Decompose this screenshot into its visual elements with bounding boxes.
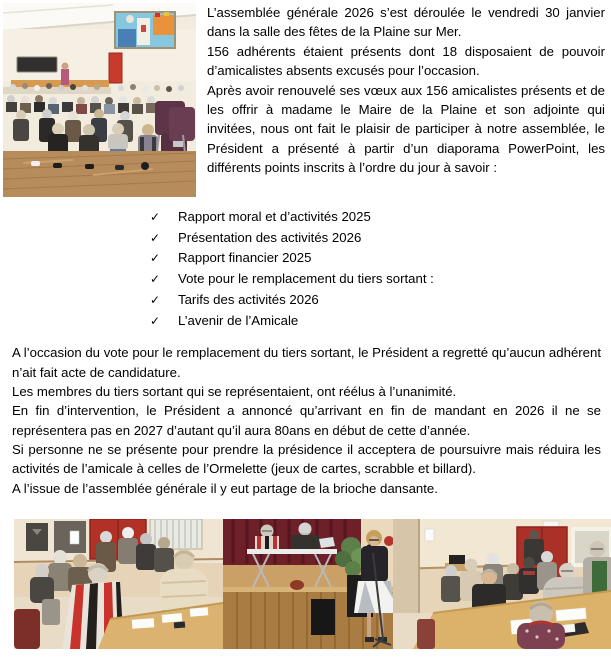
agenda-item-label: Rapport moral et d’activités 2025 [178,209,371,224]
intro-paragraph: L’assemblée générale 2026 s’est déroulée le vendredi 30 janvier dans la salle des fêtes de la Plaine sur Mer. [207,5,605,40]
checkmark-icon: ✓ [150,313,161,328]
body-paragraph: Les membres du tiers sortant qui se représentaient, ont réélus à l’unanimité. [12,383,457,399]
agenda-item [150,269,611,290]
agenda-item-label: Présentation des activités 2026 [178,229,362,245]
checkmark-icon: ✓ [150,251,161,266]
checkmark-icon: ✓ [150,292,161,307]
photo-assembly-audience-art [3,3,196,197]
agenda-item-label: Tarifs des activités 2026 [178,291,319,307]
photo-collage-art [14,519,611,649]
agenda-item [150,290,611,311]
photo-collage-registration-and-stage [14,519,611,649]
intro-paragraph: Après avoir renouvelé ses vœux aux 156 amicalistes présents et de les offrir à madame le Maire de la Plaine et son adjointe qui invitées, nous ont fait le plaisir de participer à notre assemblée, le Président a présenté à partir d’un diaporama PowerPoint, les différents points inscrits à l’ordre du jour à savoir : [207,82,605,176]
checkmark-icon: ✓ [150,272,161,287]
body-paragraph: A l’issue de l’assemblée générale il y eut partage de la brioche dansante. [12,480,438,496]
intro-text [207,3,605,178]
agenda-item-label: L’avenir de l’Amicale [178,312,299,328]
checkmark-icon: ✓ [150,210,161,224]
agenda-item-label: Rapport financier 2025 [178,250,312,266]
agenda-item [150,248,611,269]
agenda-item [150,207,611,228]
body-paragraph: Si personne ne se présente pour prendre la présidence il acceptera de poursuivre mais réduira les activités de l’amicale à celles de l’Ormelette (jeux de cartes, scrabble et billard). [12,441,601,477]
agenda-item [150,311,611,332]
body-text [12,343,601,498]
body-paragraph: A l’occasion du vote pour le remplacement du tiers sortant, le Président a regretté qu’aucun adhérent n’ait fait acte de candidature. [12,345,601,380]
top-section [0,0,611,197]
agenda-list [150,207,611,331]
agenda-item [150,228,611,249]
photo-assembly-audience [3,3,196,197]
agenda-item-label: Vote pour le remplacement du tiers sortant : [178,271,434,287]
intro-paragraph: 156 adhérents étaient présents dont 18 disposaient de pouvoir d’amicalistes absents excusés pour l’occasion. [207,43,605,79]
checkmark-icon: ✓ [150,230,161,245]
body-paragraph: En fin d’intervention, le Président a annoncé qu’arrivant en fin de mandant en 2026 il ne se représentera pas en 2027 d’autant qu’il aura 80ans en début de cette d’année. [12,403,601,438]
